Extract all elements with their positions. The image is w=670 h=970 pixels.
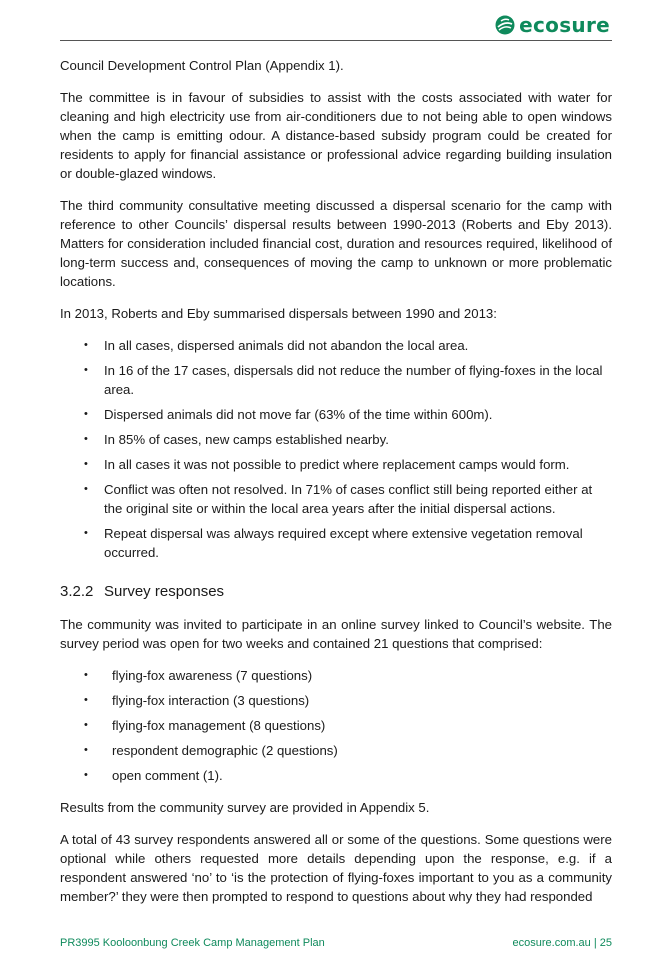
list-item: • In all cases, dispersed animals did not abandon the local area. — [84, 338, 469, 353]
paragraph: A total of 43 survey respondents answered all or some of the questions. Some questions were optional while others requested more details depending upon the response, e.g. if a respondent answered ‘no’ to ‘is the protection of flying-foxes important to you as a community member?’ they were then prompted to respond to questions about why they had responded — [60, 832, 612, 904]
paragraph: The third community consultative meeting discussed a dispersal scenario for the camp with reference to other Councils’ dispersal results between 1990-2013 (Roberts and Eby 2013). Matters for consideration included financial cost, duration and resources required, likelihood of long-term success and, consequences of moving the camp to unknown or more problematic locations. — [60, 198, 612, 289]
page-footer — [60, 937, 612, 949]
bullet-icon: • — [84, 433, 88, 445]
bullet-icon: • — [84, 483, 88, 495]
list-item: • flying-fox management (8 questions) — [84, 718, 326, 733]
bullet-icon: • — [84, 364, 88, 376]
section-title: Survey responses — [104, 583, 225, 600]
bullet-icon: • — [84, 339, 88, 351]
bullet-icon: • — [84, 744, 88, 756]
bullet-icon: • — [84, 527, 88, 539]
list-item: • In 16 of the 17 cases, dispersals did not reduce the number of flying-foxes in the local area. — [84, 363, 603, 397]
footer-document-title: PR3995 Kooloonbung Creek Camp Management Plan — [60, 937, 325, 949]
footer-page-info: ecosure.com.au | 25 — [512, 937, 612, 949]
paragraph: Results from the community survey are provided in Appendix 5. — [60, 800, 430, 815]
section-heading — [60, 582, 612, 601]
list-item: • In 85% of cases, new camps established nearby. — [84, 432, 389, 447]
bullet-icon: • — [84, 669, 88, 681]
list-item: • open comment (1). — [84, 768, 223, 783]
section-number: 3.2.2 — [60, 583, 94, 600]
paragraph: The committee is in favour of subsidies to assist with the costs associated with water for cleaning and high electricity use from air-conditioners due to not being able to open windows when the camp is emitting odour. A distance-based subsidy program could be created for residents to apply for financial assistance or professional advice regarding building insulation or double-glazed windows. — [60, 90, 612, 181]
bullet-icon: • — [84, 769, 88, 781]
list-item: • respondent demographic (2 questions) — [84, 743, 338, 758]
ecosure-logo — [495, 13, 610, 37]
bullet-icon: • — [84, 408, 88, 420]
paragraph: Council Development Control Plan (Appendix 1). — [60, 58, 344, 73]
bullet-icon: • — [84, 694, 88, 706]
bullet-icon: • — [84, 719, 88, 731]
list-item: • Conflict was often not resolved. In 71% of cases conflict still being reported either at the original site or within the local area years after the initial dispersal actions. — [84, 482, 593, 516]
list-item: • flying-fox awareness (7 questions) — [84, 668, 313, 683]
logo-text: ecosure — [519, 13, 610, 37]
paragraph: The community was invited to participate in an online survey linked to Council’s website. The survey period was open for two weeks and contained 21 questions that comprised: — [60, 617, 612, 651]
list-item: • Repeat dispersal was always required except where extensive vegetation removal occurred. — [84, 526, 583, 560]
dispersal-findings-list — [60, 336, 612, 562]
survey-topics-list — [60, 666, 612, 785]
page-header — [60, 8, 612, 41]
bullet-icon: • — [84, 458, 88, 470]
ecosure-leaf-icon — [495, 15, 515, 35]
paragraph: In 2013, Roberts and Eby summarised dispersals between 1990 and 2013: — [60, 306, 497, 321]
document-body — [60, 56, 612, 919]
list-item: • flying-fox interaction (3 questions) — [84, 693, 310, 708]
list-item: • Dispersed animals did not move far (63% of the time within 600m). — [84, 407, 493, 422]
list-item: • In all cases it was not possible to predict where replacement camps would form. — [84, 457, 570, 472]
